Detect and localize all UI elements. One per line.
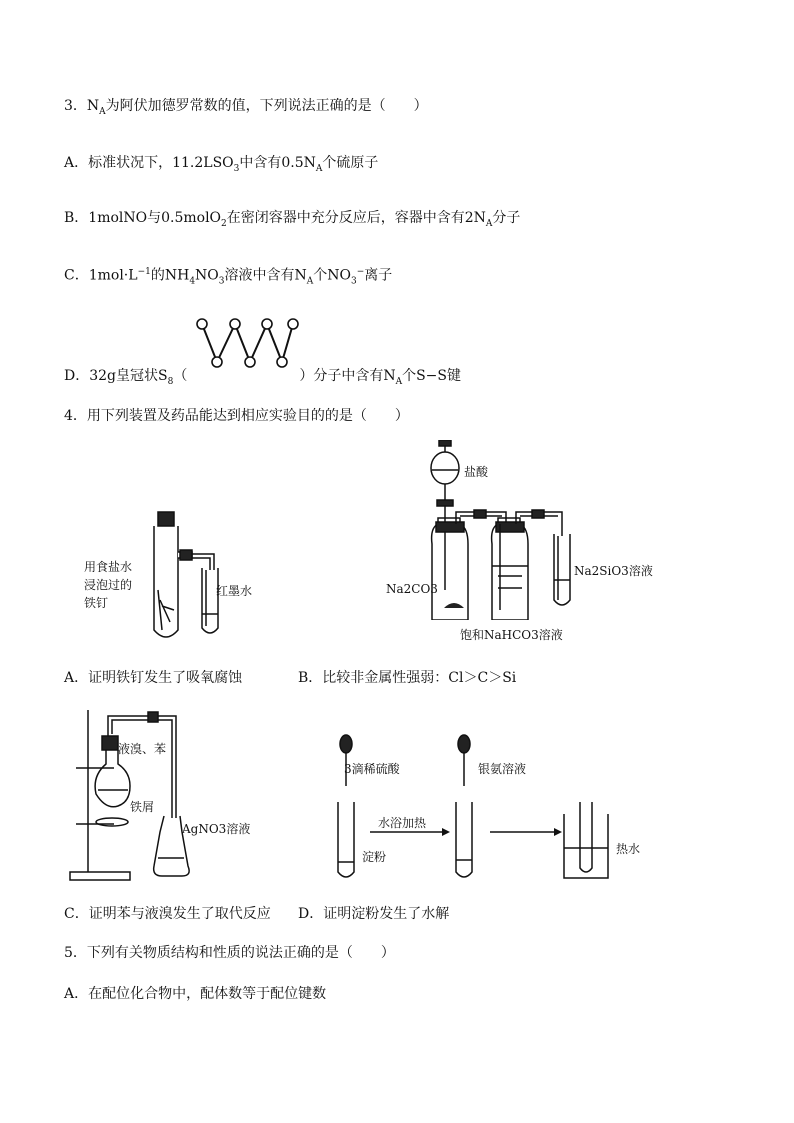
fig-c-label-bromine-benzene: 液溴、苯 bbox=[118, 742, 167, 756]
figure-c-bromination bbox=[64, 706, 204, 886]
fig-b-label-na2sio3: Na2SiO3溶液 bbox=[574, 564, 653, 578]
figure-a-iron-nail bbox=[140, 510, 253, 645]
q3-option-b: B．1molNO与0.5molO$_2$在密闭容器中充分反应后，容器中含有$2N_A$分子 bbox=[64, 210, 521, 229]
q4-option-b: B．比较非金属性强弱：Cl＞C＞Si bbox=[298, 670, 517, 686]
fig-a-label-4: 红墨水 bbox=[216, 584, 253, 598]
fig-a-label-2: 浸泡过的 bbox=[84, 578, 133, 592]
figure-b-acidity-comparison bbox=[420, 440, 590, 620]
fig-b-label-na2co3: Na2CO3 bbox=[386, 582, 438, 596]
fig-d-label-starch: 淀粉 bbox=[362, 850, 387, 864]
fig-b-label-hcl: 盐酸 bbox=[464, 465, 489, 479]
fig-d-label-hot-water: 热水 bbox=[616, 842, 641, 856]
q4-stem: 4．用下列装置及药品能达到相应实验目的的是（ ） bbox=[64, 408, 409, 424]
figure-d-starch-hydrolysis bbox=[330, 730, 630, 890]
q3-option-d: D．32g皇冠状$S_8$（ ）分子中含有$N_A$个S−S键 bbox=[64, 368, 461, 387]
fig-a-label-3: 铁钉 bbox=[84, 596, 109, 610]
q3-option-a: A．标准状况下，$11.2LSO_3$中含有$0.5N_A$个硫原子 bbox=[64, 155, 379, 174]
q4-option-a: A．证明铁钉发生了吸氧腐蚀 bbox=[64, 670, 243, 686]
fig-d-label-water-bath: 水浴加热 bbox=[378, 816, 427, 830]
q5-option-a: A．在配位化合物中，配体数等于配位键数 bbox=[64, 986, 327, 1002]
q5-stem: 5．下列有关物质结构和性质的说法正确的是（ ） bbox=[64, 945, 395, 961]
q3-stem: 3．$N_A$为阿伏加德罗常数的值，下列说法正确的是（ ） bbox=[64, 98, 428, 117]
fig-c-label-agno3: AgNO3溶液 bbox=[182, 822, 251, 836]
fig-c-label-iron-filings: 铁屑 bbox=[130, 800, 155, 814]
s8-crown-structure bbox=[190, 312, 300, 374]
q3-option-c: C．$1mol\cdot L^{-1}$的$NH_4NO_3$溶液中含有$N_A$个$NO_3^-$离子 bbox=[64, 267, 393, 287]
fig-d-label-silver-ammonia: 银氨溶液 bbox=[478, 762, 527, 776]
q4-option-c: C．证明苯与液溴发生了取代反应 bbox=[64, 906, 271, 922]
q4-option-d: D．证明淀粉发生了水解 bbox=[298, 906, 450, 922]
fig-d-label-sulfuric-acid: 3滴稀硫酸 bbox=[344, 762, 400, 776]
fig-b-label-nahco3: 饱和NaHCO3溶液 bbox=[460, 628, 563, 642]
fig-a-label-1: 用食盐水 bbox=[84, 560, 133, 574]
